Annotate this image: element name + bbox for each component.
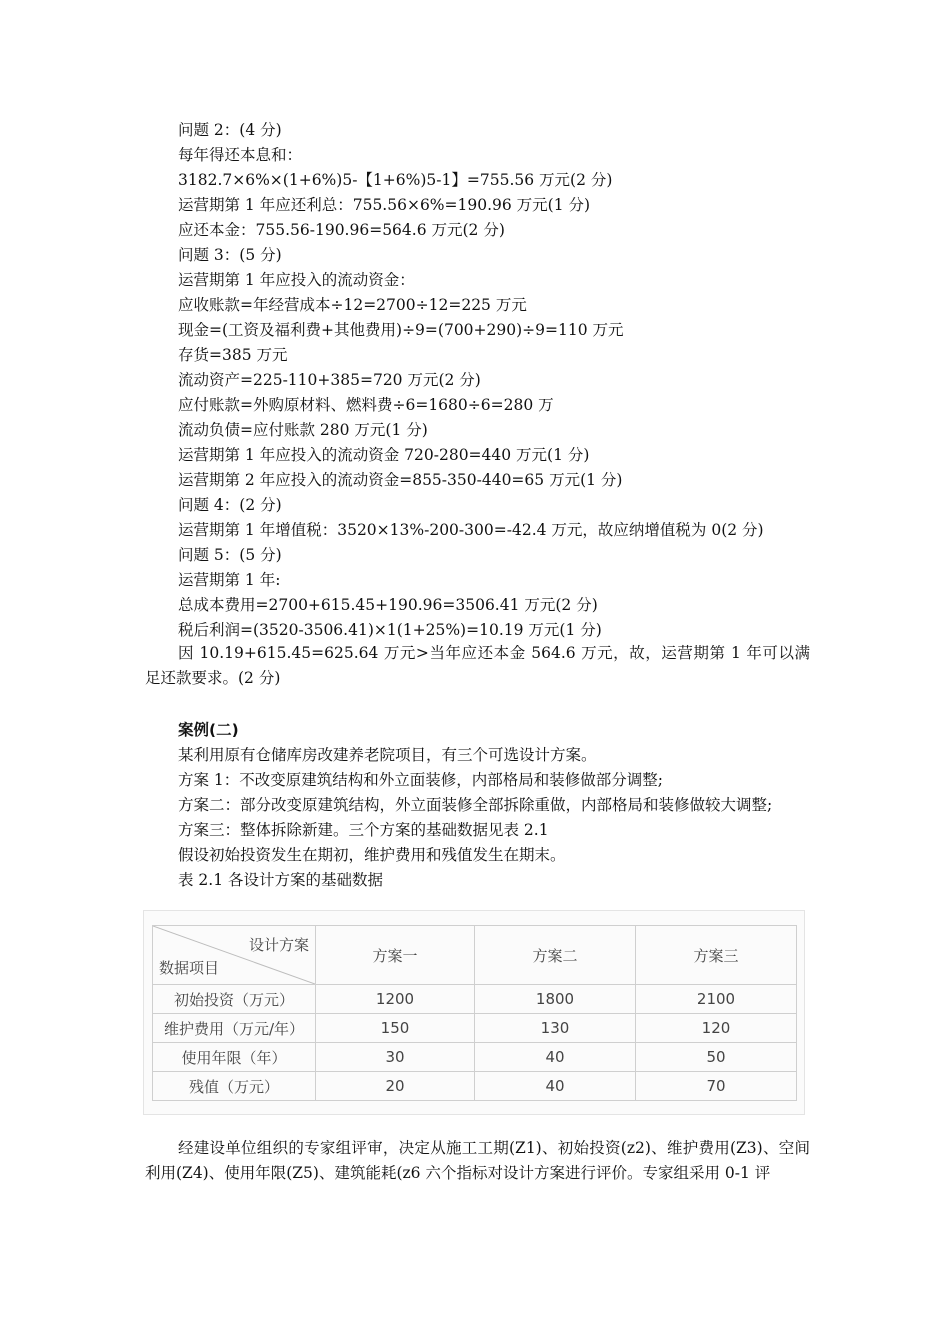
table-row xyxy=(153,985,797,1014)
table-cell: 40 xyxy=(475,1043,636,1072)
text-line: 运营期第 1 年增值税：3520×13%-200-300=-42.4 万元，故应纳增值税为 0(2 分) xyxy=(178,521,764,539)
text-line: 问题 2：(4 分) xyxy=(178,121,282,139)
text-line: 运营期第 1 年应投入的流动资金： xyxy=(178,271,415,289)
text-line: 存货=385 万元 xyxy=(178,346,288,364)
case-line: 方案 1：不改变原建筑结构和外立面装修，内部格局和装修做部分调整; xyxy=(178,771,664,789)
text-line: 3182.7×6%×(1+6%)5-【1+6%)5-1】=755.56 万元(2 分) xyxy=(178,171,613,189)
corner-top-label: 设计方案 xyxy=(248,936,309,954)
table-cell: 120 xyxy=(636,1014,797,1043)
table-cell: 150 xyxy=(316,1014,475,1043)
column-header: 方案一 xyxy=(316,926,475,985)
text-line: 问题 5：(5 分) xyxy=(178,546,282,564)
table-cell: 2100 xyxy=(636,985,797,1014)
text-line: 运营期第 1 年: xyxy=(178,571,281,589)
row-label: 维护费用（万元/年） xyxy=(153,1014,316,1043)
table-cell: 1800 xyxy=(475,985,636,1014)
design-data-table-image xyxy=(143,910,805,1115)
table-row xyxy=(153,1043,797,1072)
case-line: 某利用原有仓储库房改建养老院项目，有三个可选设计方案。 xyxy=(178,746,597,764)
text-line: 税后利润=(3520-3506.41)×1(1+25%)=10.19 万元(1 分) xyxy=(178,621,602,639)
case-line: 方案三：整体拆除新建。三个方案的基础数据见表 2.1 xyxy=(178,821,549,839)
table-cell: 50 xyxy=(636,1043,797,1072)
text-line: 问题 3：(5 分) xyxy=(178,246,282,264)
text-line: 流动负债=应付账款 280 万元(1 分) xyxy=(178,421,428,439)
table-cell: 40 xyxy=(475,1072,636,1101)
column-header: 方案二 xyxy=(475,926,636,985)
text-line: 运营期第 1 年应还利总：755.56×6%=190.96 万元(1 分) xyxy=(178,196,591,214)
table-row xyxy=(153,1014,797,1043)
text-line: 总成本费用=2700+615.45+190.96=3506.41 万元(2 分) xyxy=(178,596,598,614)
table-cell: 130 xyxy=(475,1014,636,1043)
text-line: 流动资产=225-110+385=720 万元(2 分) xyxy=(178,371,481,389)
diagonal-header-cell xyxy=(153,926,316,985)
text-line: 应收账款=年经营成本÷12=2700÷12=225 万元 xyxy=(178,296,527,314)
conclusion-paragraph: 因 10.19+615.45=625.64 万元>当年应还本金 564.6 万元，故，运营期第 1 年可以满足还款要求。(2 分) xyxy=(145,644,810,687)
column-header: 方案三 xyxy=(636,926,797,985)
design-data-table xyxy=(152,925,797,1101)
case-title: 案例(二) xyxy=(178,721,239,739)
table-cell: 30 xyxy=(316,1043,475,1072)
case-line: 方案二：部分改变原建筑结构，外立面装修全部拆除重做，内部格局和装修做较大调整; xyxy=(178,796,773,814)
table-cell: 70 xyxy=(636,1072,797,1101)
text-line: 运营期第 1 年应投入的流动资金 720-280=440 万元(1 分) xyxy=(178,446,590,464)
evaluation-paragraph: 经建设单位组织的专家组评审，决定从施工工期(Z1)、初始投资(z2)、维护费用(Z3)、空间利用(Z4)、使用年限(Z5)、建筑能耗(z6 六个指标对设计方案进行评价。专家组采用 0-1 评 xyxy=(145,1139,810,1182)
table-caption: 表 2.1 各设计方案的基础数据 xyxy=(178,871,384,889)
text-line: 问题 4：(2 分) xyxy=(178,496,282,514)
text-line: 每年得还本息和： xyxy=(178,146,303,164)
table-header-row xyxy=(153,926,797,985)
row-label: 残值（万元） xyxy=(153,1072,316,1101)
text-line: 应还本金：755.56-190.96=564.6 万元(2 分) xyxy=(178,221,505,239)
case-line: 假设初始投资发生在期初，维护费用和残值发生在期末。 xyxy=(178,846,566,864)
text-line: 运营期第 2 年应投入的流动资金=855-350-440=65 万元(1 分) xyxy=(178,471,623,489)
row-label: 初始投资（万元） xyxy=(153,985,316,1014)
text-line: 应付账款=外购原材料、燃料费÷6=1680÷6=280 万 xyxy=(178,396,554,414)
table-row xyxy=(153,1072,797,1101)
text-line: 现金=(工资及福利费+其他费用)÷9=(700+290)÷9=110 万元 xyxy=(178,321,624,339)
table-cell: 20 xyxy=(316,1072,475,1101)
row-label: 使用年限（年） xyxy=(153,1043,316,1072)
corner-bottom-label: 数据项目 xyxy=(159,959,220,977)
table-cell: 1200 xyxy=(316,985,475,1014)
